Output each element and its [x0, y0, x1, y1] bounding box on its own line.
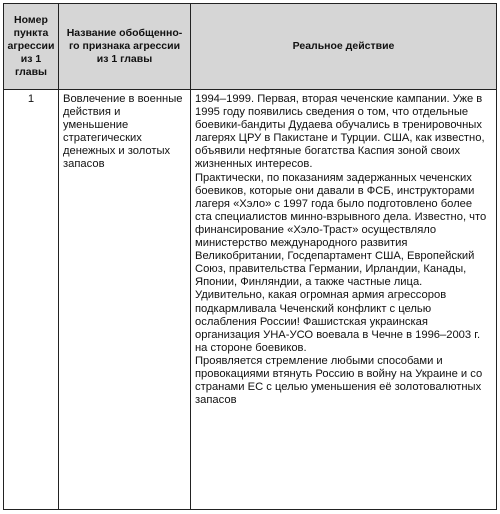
header-item-number: Номер пункта агрессии из 1 главы	[4, 4, 59, 90]
item-number-cell: 1	[4, 90, 59, 510]
table-row	[4, 90, 497, 510]
real-action-cell	[191, 90, 497, 510]
action-paragraph: Проявляется стремление любыми способами и провокациями втянуть Россию в войну на Украине и со странами ЕС с целью уменьшения её золотовалютных запасов	[195, 354, 483, 407]
header-real-action: Реальное действие	[191, 4, 497, 90]
aggression-table	[3, 3, 497, 510]
header-feature-name: Название обобщенно-го признака агрессии из 1 главы	[59, 4, 191, 90]
action-paragraph: 1994–1999. Первая, вторая чеченские кампании. Уже в 1995 году появились сведения о том, что отдельные боевики-бандиты Дудаева обучались в тренировочных лагерях ЦРУ в Пакистане и Турции. США, как известно, объявили нефтяные богатства Каспия зоной своих жизненных интересов.	[195, 93, 485, 171]
table-header-row	[4, 4, 497, 90]
feature-name-cell: Вовлечение в военные действия и уменьшение стратегических денежных и золотых запасов	[59, 90, 191, 510]
action-paragraph: Практически, по показаниям задержанных чеченских боевиков, которые они давали в ФСБ, инструкторами лагеря «Хэло» с 1997 года было подготовлено более ста специалистов минно-взрывного дела. Известно, что финансирование «Хэло-Траст» осуществляло министерство международного развития Великобритании, Госдепартамент США, Европейский Союз, правительства Германии, Ирландии, Канады, Японии, Финляндии, а также частные лица. Удивительно, какая огромная армия агрессоров подкармливала Чеченский конфликт с целью ослабления России! Фашистская украинская организация УНА-УСО воевала в Чечне в 1996–2003 г. на стороне боевиков.	[195, 171, 487, 354]
